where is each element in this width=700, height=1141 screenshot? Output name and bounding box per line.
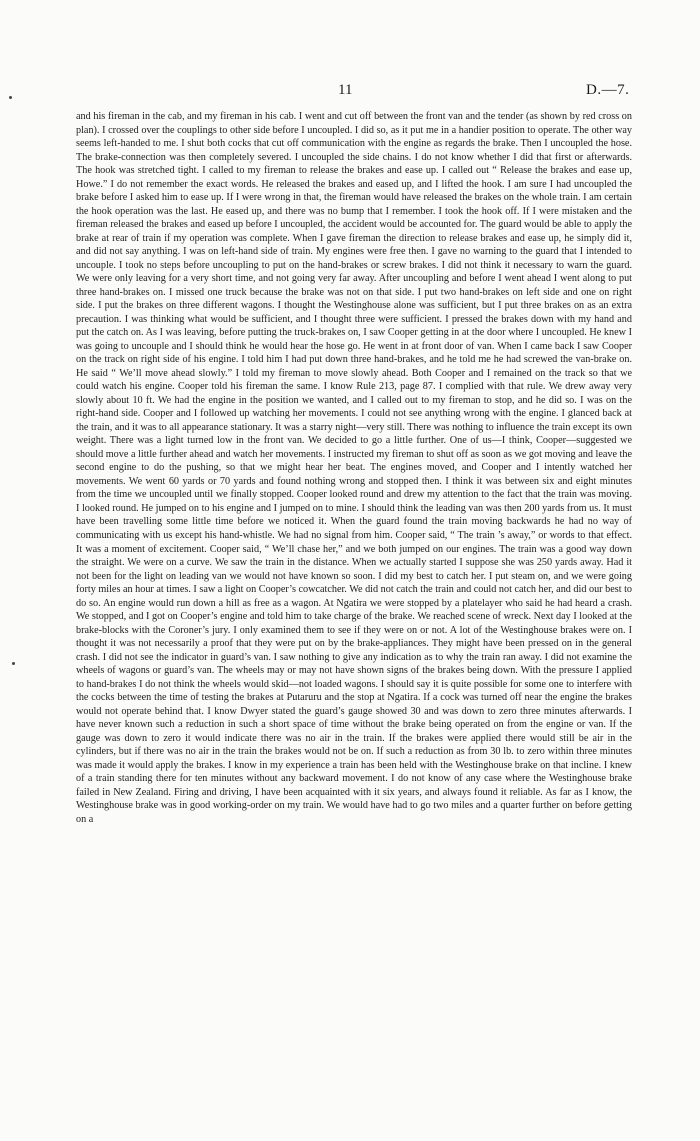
testimony-paragraph: and his fireman in the cab, and my fireman in his cab. I went and cut off between the front van and the tender (as shown by red cross on plan). I crossed over the couplings to other side before I uncoupled. I did so, as it put me in a handier position to operate. The other way seems left-handed to me. I shut both cocks that cut off communication with the engine as regards the brake. Then I uncoupled the hose. The brake-connection was then completely severed. I uncoupled the side chains. I do not know whether I did that first or afterwards. The hook was stretched tight. I called to my fireman to release the brakes and ease up. I called out “ Release the brakes and ease up, Howe.” I do not remember the exact words. He released the brakes and eased up, and I lifted the hook. I am sure I had uncoupled the brake before I asked him to ease up. If I were wrong in that, the fireman would have released the brakes on the whole train. I am certain the hook operation was the last. He eased up, and there was no bump that I remember. I took the hook off. If I were mistaken and the fireman released the brakes and eased up before I uncoupled, the accident would be accounted for. The guard would be able to apply the brake at rear of train if my operation was complete. When I gave fireman the direction to release brakes and ease up, he simply did it, and did not say anything. I was on left-hand side of train. My engines were free then. I gave no warning to the guard that I intended to uncouple. I took no steps before uncoupling to put on the hand-brakes or screw brakes. I did not think it necessary to warn the guard. We were only leaving for a very short time, and not going very far away. After uncoupling and before I went ahead I went along to put three hand-brakes on. I missed one truck because the brake was not on that side. I put two hand-brakes on left side and one on right side. I put the brakes on three different wagons. I thought the Westinghouse alone was sufficient, but I put three brakes on as an extra precaution. I was thinking what would be sufficient, and I thought three were sufficient. I pressed the brakes down with my hand and put the catch on. As I was leaving, before putting the truck-brakes on, I saw Cooper getting in at the door where I uncoupled. He knew I was going to uncouple and I should think he would hear the hose go. He went in at front door of van. When I came back I saw Cooper on the track on right side of his engine. I told him I had put down three hand-brakes, and he told me he had screwed the van-brake on. He said “ We’ll move ahead slowly.” I told my fireman to move slowly ahead. Both Cooper and I remained on the track so that we could watch his engine. Cooper told his fireman the same. I know Rule 213, page 87. I complied with that rule. We drew away very slowly about 10 ft. We had the engine in the position we wanted, and I called out to my fireman to stop, and he did so. I was on the right-hand side. Cooper and I followed up watching her movements. I could not see anything wrong with the engine. I glanced back at the train, and it was to all appearance stationary. It was a starry night—very still. There was nothing to influence the train except its own weight. There was a light turned low in the front van. We decided to go a little further. One of us—I think, Cooper—suggested we should move a little further ahead and watch her movements. I instructed my fireman to shut off as soon as we got moving and leave the second engine to do the pushing, so that we might hear her beat. The engines moved, and Cooper and I intently watched her movements. We went 60 yards or 70 yards and found nothing wrong and stopped then. I think it was between six and eight minutes from the time we uncoupled until we finally stopped. Cooper looked round and drew my attention to the fact that the train was moving. I looked round. He jumped on to his engine and I jumped on to mine. I should think the leading van was then 200 yards from us. It must have been travelling some little time before we noticed it. When the guard found the train moving backwards he had no way of communicating with us except his hand-whistle. We had no signal from him. Cooper said, “ The train ’s away,” or words to that effect. It was a moment of excitement. Cooper said, “ We’ll chase her,” and we both jumped on our engines. The train was a good way down the straight. We were on a curve. We saw the train in the distance. When we actually started I suppose she was 250 yards away. Had it not been for the light on leading van we would not have known so soon. I did my best to catch her. I put steam on, and we were going forty miles an hour at times. I saw a light on Cooper’s cowcatcher. We did not catch the train and could not catch her, and did our best to do so. An engine would run down a hill as free as a wagon. At Ngatira we were stopped by a platelayer who said he had heard a crash. We stopped, and I got on Cooper’s engine and told him to take charge of the brake. We reached scene of wreck. Next day I looked at the brake-blocks with the Coroner’s jury. I only examined them to see if they were on or not. A lot of the Westinghouse brakes were on. I thought it was not necessarily a proof that they were put on by the brake-appliances. They might have been pressed on in the general crash. I did not see the indicator in guard’s van. I saw nothing to give any indication as to why the train ran away. I did not examine the wheels of wagons or guard’s van. The wheels may or may not have shown signs of the brakes being down. With the pressure I applied to hand-brakes I do not think the wheels would skid—not loaded wagons. I should say it is quite possible for some one to interfere with the cocks between the time of testing the brakes at Putaruru and the stop at Ngatira. If a cock was turned off near the engine the brakes would not operate behind that. I know Dwyer stated the guard’s gauge showed 30 and was down to zero three minutes afterwards. I have never known such a reduction in such a short space of time without the brake being operated on from the engine or van. If the gauge was down to zero it would indicate there was no air in the train. If the brakes were applied there would still be air in the cylinders, but if there was no air in the train the brakes would not be on. If such a reduction as from 30 lb. to zero within three minutes was made it would apply the brakes. I know in my experience a train has been held with the Westinghouse brake on that incline. I knew of a train standing there for ten minutes without any backward movement. I do not know of any case where the Westinghouse brake failed in New Zealand. Firing and driving, I have been acquainted with it six years, and always found it reliable. As far as I know, the Westinghouse brake was in good working-order on my train. We would have had to go two miles and a quarter further on before getting on a bbox=[76, 111, 633, 825]
margin-speck-mid bbox=[12, 662, 15, 665]
testimony-body bbox=[76, 110, 632, 826]
document-reference: D.—7. bbox=[586, 82, 630, 98]
page-header bbox=[0, 82, 700, 102]
margin-speck-top bbox=[9, 96, 12, 99]
page-number: 11 bbox=[338, 82, 353, 98]
